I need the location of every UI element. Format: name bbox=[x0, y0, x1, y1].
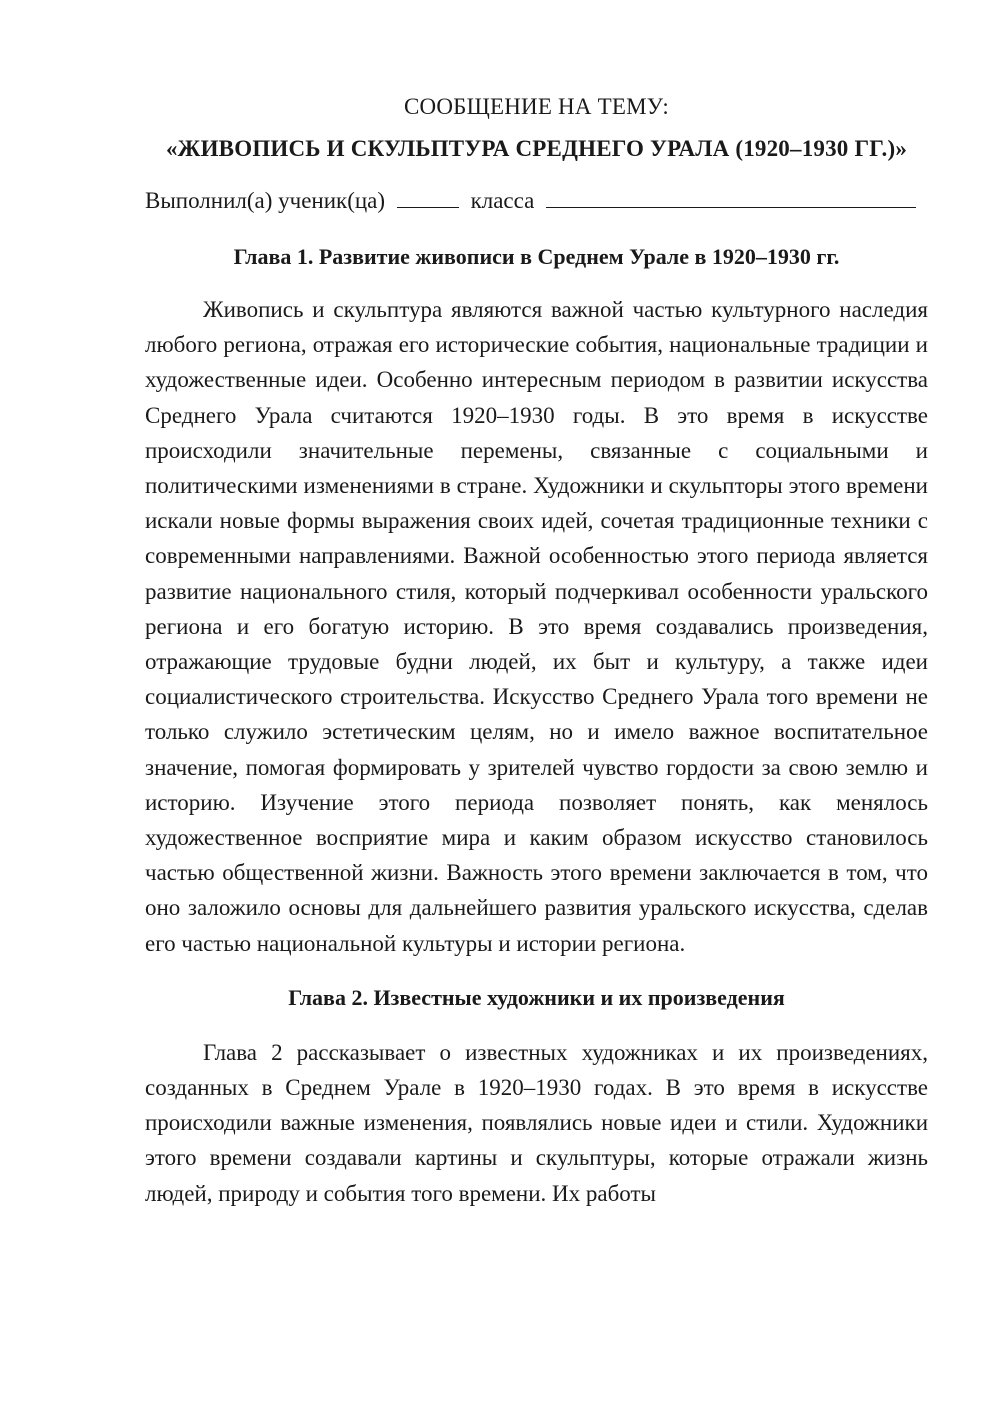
document-subject: «ЖИВОПИСЬ И СКУЛЬПТУРА СРЕДНЕГО УРАЛА (1920–1930 ГГ.)» bbox=[165, 136, 908, 161]
name-blank bbox=[546, 187, 916, 208]
chapter2-paragraph: Глава 2 рассказывает о известных художниках и их произведениях, созданных в Среднем Урале в 1920–1930 годах. В это время в искусстве происходили важные изменения, появлялись новые идеи и стили. Художники этого времени создавали картины и скульптуры, которые отражали жизнь людей, природу и события того времени. Их работы bbox=[145, 1039, 928, 1206]
chapter1-paragraph: Живопись и скульптура являются важной частью культурного наследия любого региона, отражая его исторические события, национальные традиции и художественные идеи. Особенно интересным периодом в развитии искусства Среднего Урала считаются 1920–1930 годы. В это время в искусстве происходили значительные перемены, связанные с социальными и политическими изменениями в стране. Художники и скульпторы этого времени искали новые формы выражения своих идей, сочетая традиционные техники с современными направлениями. Важной особенностью этого периода является развитие национального стиля, который подчеркивал особенности уральского региона и его богатую историю. В это время создавались произведения, отражающие трудовые будни людей, их быт и культуру, а также идеи социалистического строительства. Искусство Среднего Урала того времени не только служило эстетическим целям, но и имело важное воспитательное значение, помогая формировать у зрителей чувство гордости за свою землю и историю. Изучение этого периода позволяет понять, как менялось художественное восприятие мира и каким образом искусство становилось частью общественной жизни. Важность этого времени заключается в том, что оно заложило основы для дальнейшего развития уральского искусства, сделав его частью национальной культуры и истории региона. bbox=[145, 297, 928, 956]
chapter2-heading: Глава 2. Известные художники и их произведения bbox=[288, 984, 785, 1010]
chapter1-heading: Глава 1. Развитие живописи в Среднем Урале в 1920–1930 гг. bbox=[233, 244, 840, 269]
class-number-blank bbox=[397, 187, 459, 208]
document-title: СООБЩЕНИЕ НА ТЕМУ: bbox=[404, 94, 669, 119]
class-label: класса bbox=[470, 188, 535, 213]
performer-line bbox=[145, 186, 928, 216]
document-page bbox=[145, 92, 928, 1211]
performer-label: Выполнил(а) ученик(ца) bbox=[145, 188, 386, 213]
